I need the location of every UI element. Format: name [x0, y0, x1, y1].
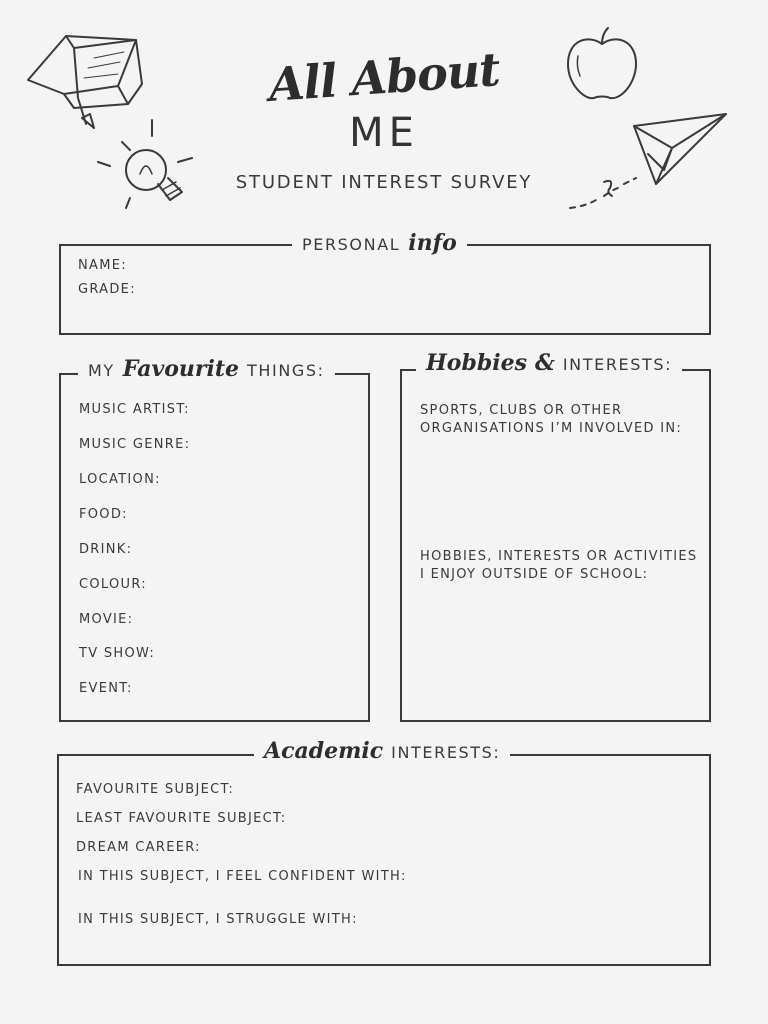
hobbies-heading-script: Hobbies — [426, 350, 527, 376]
tv-show-label: TV SHOW: — [79, 646, 156, 661]
hobbies-outside-school-prompt: HOBBIES, INTERESTS OR ACTIVITIES I ENJOY OUTSIDE OF SCHOOL: — [420, 549, 698, 582]
music-artist-label: MUSIC ARTIST: — [79, 402, 190, 417]
hobbies-heading-caps: INTERESTS: — [562, 355, 673, 374]
personal-info-heading-script: info — [408, 230, 457, 256]
academic-heading — [254, 738, 510, 764]
sports-clubs-prompt: SPORTS, CLUBS OR OTHER ORGANISATIONS I’M INVOLVED IN: — [420, 403, 683, 436]
favourite-things-heading-prefix: MY — [88, 361, 115, 380]
colour-label: COLOUR: — [79, 577, 147, 592]
music-genre-label: MUSIC GENRE: — [79, 437, 191, 452]
title-me: ME — [349, 110, 419, 156]
favourite-subject-label: FAVOURITE SUBJECT: — [76, 782, 235, 797]
title-all-about: All About — [266, 42, 502, 112]
location-label: LOCATION: — [79, 472, 161, 487]
struggle-with-label: IN THIS SUBJECT, I STRUGGLE WITH: — [78, 912, 358, 927]
hobbies-heading-amp: & — [534, 350, 555, 376]
hobbies-heading — [416, 350, 682, 376]
grade-field-label: GRADE: — [78, 282, 136, 297]
name-field-label: NAME: — [78, 258, 127, 273]
drink-label: DRINK: — [79, 542, 133, 557]
dream-career-label: DREAM CAREER: — [76, 840, 201, 855]
food-label: FOOD: — [79, 507, 128, 522]
movie-label: MOVIE: — [79, 612, 134, 627]
least-favourite-subject-label: LEAST FAVOURITE SUBJECT: — [76, 811, 287, 826]
favourite-things-heading — [78, 356, 335, 382]
academic-heading-script: Academic — [264, 738, 384, 764]
favourite-things-heading-script: Favourite — [122, 356, 240, 382]
favourite-things-heading-suffix: THINGS: — [247, 361, 325, 380]
event-label: EVENT: — [79, 681, 133, 696]
confident-with-label: IN THIS SUBJECT, I FEEL CONFIDENT WITH: — [78, 869, 407, 884]
personal-info-box — [59, 244, 711, 335]
personal-info-heading-caps: PERSONAL — [302, 235, 401, 254]
academic-heading-caps: INTERESTS: — [391, 743, 501, 762]
personal-info-heading — [292, 230, 467, 256]
subtitle: STUDENT INTEREST SURVEY — [235, 172, 533, 193]
